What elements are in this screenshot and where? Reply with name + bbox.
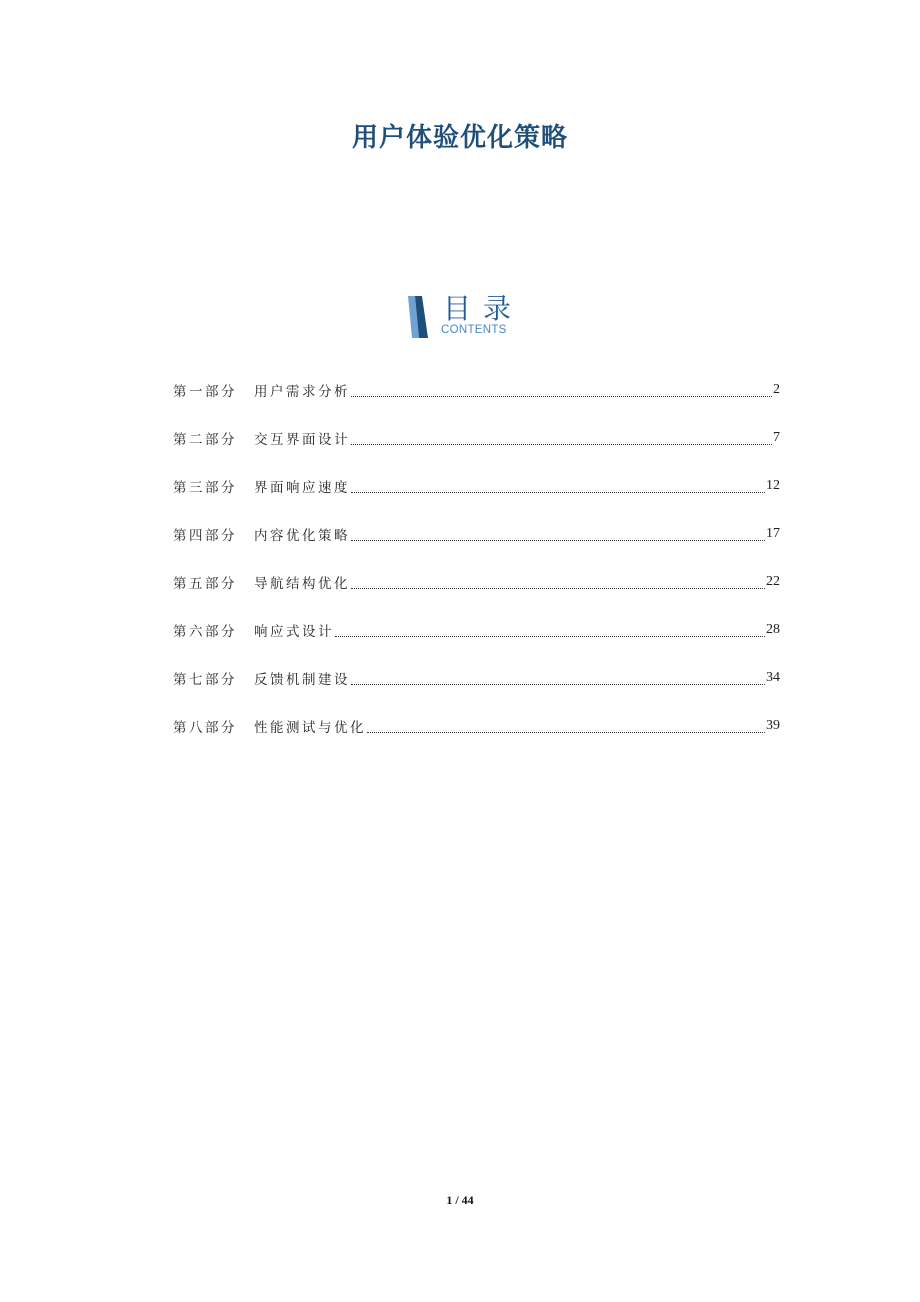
document-title: 用户体验优化策略 [351, 123, 568, 153]
page-number-footer: 1 / 44 [446, 1193, 474, 1207]
toc-section-title: 用户需求分析 [254, 384, 350, 400]
toc-page-number: 17 [766, 526, 780, 541]
toc-part-label: 第一部分 [173, 384, 237, 400]
toc-part-label: 第三部分 [173, 480, 237, 496]
toc-page-number: 34 [766, 670, 780, 685]
toc-page-number: 22 [766, 574, 780, 589]
toc-page-number: 2 [773, 382, 780, 397]
toc-section-title: 性能测试与优化 [254, 720, 366, 736]
toc-entry-2[interactable] [173, 414, 780, 462]
toc-entry-7[interactable] [173, 654, 780, 702]
toc-part-label: 第五部分 [173, 576, 237, 592]
toc-dot-leader [351, 574, 765, 589]
toc-section-title: 导航结构优化 [254, 576, 350, 592]
toc-section-title: 内容优化策略 [254, 528, 350, 544]
toc-entry-5[interactable] [173, 558, 780, 606]
toc-section-title: 反馈机制建设 [254, 672, 350, 688]
toc-page-number: 28 [766, 622, 780, 637]
toc-section-title: 交互界面设计 [254, 432, 350, 448]
toc-dot-leader [351, 430, 772, 445]
toc-part-label: 第七部分 [173, 672, 237, 688]
toc-part-label: 第六部分 [173, 624, 237, 640]
toc-part-label: 第二部分 [173, 432, 237, 448]
toc-dot-leader [351, 526, 765, 541]
toc-dot-leader [367, 718, 765, 733]
toc-page-number: 7 [773, 430, 780, 445]
toc-heading: 目录 [443, 292, 524, 325]
toc-dot-leader [351, 670, 765, 685]
toc-entry-3[interactable] [173, 462, 780, 510]
toc-dot-leader [335, 622, 765, 637]
toc-page-number: 12 [766, 478, 780, 493]
toc-entry-8[interactable] [173, 702, 780, 750]
toc-dot-leader [351, 382, 772, 397]
slanted-bars-logo-icon [406, 296, 432, 338]
toc-section-title: 响应式设计 [254, 624, 334, 640]
toc-subheading: CONTENTS [441, 324, 507, 336]
toc-entry-6[interactable] [173, 606, 780, 654]
toc-page-number: 39 [766, 718, 780, 733]
toc-part-label: 第八部分 [173, 720, 237, 736]
toc-part-label: 第四部分 [173, 528, 237, 544]
toc-section-title: 界面响应速度 [254, 480, 350, 496]
toc-header [406, 294, 526, 340]
toc-entry-1[interactable] [173, 366, 780, 414]
toc-dot-leader [351, 478, 765, 493]
toc-list [173, 366, 780, 750]
toc-entry-4[interactable] [173, 510, 780, 558]
